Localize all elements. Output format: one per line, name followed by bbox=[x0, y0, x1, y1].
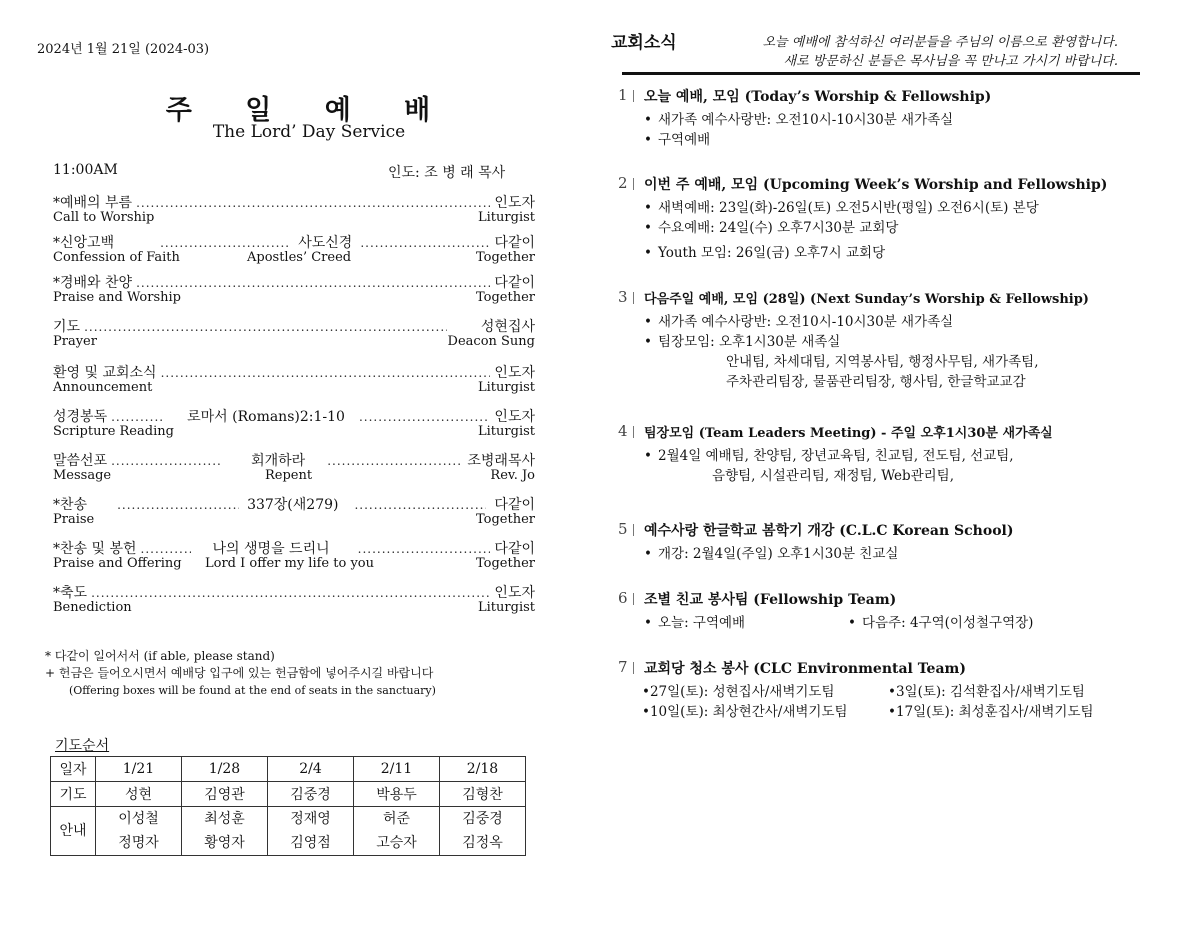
leader-dots bbox=[160, 236, 290, 250]
section-number: 7 bbox=[618, 658, 628, 676]
leader-dots bbox=[111, 410, 163, 424]
order-right: 다같이 bbox=[494, 275, 535, 291]
order-en: Praise bbox=[53, 512, 95, 527]
cell-line: 김중경 bbox=[462, 811, 503, 827]
order-en-right: Liturgist bbox=[478, 380, 535, 395]
list-item: • 다음주: 4구역(이성철구역장) bbox=[848, 615, 1034, 631]
list-item-continued: 주차관리팀장, 물품관리팀장, 행사팀, 한글학교교감 bbox=[726, 374, 1026, 390]
list-item-text: 다음주: 4구역(이성철구역장) bbox=[862, 615, 1034, 631]
list-item: • 개강: 2월4일(주일) 오후1시30분 친교실 bbox=[644, 546, 899, 562]
cell-line: 허준 bbox=[382, 811, 411, 827]
order-en-right: Together bbox=[475, 556, 535, 571]
list-item: • 팀장모임: 오후1시30분 새족실 bbox=[644, 334, 841, 350]
list-item-text: 2월4일 예배팀, 찬양팀, 장년교육팀, 친교팀, 전도팀, 선교팀, bbox=[658, 448, 1014, 464]
order-right: 다같이 bbox=[494, 497, 535, 513]
section-number: 4 bbox=[618, 422, 628, 440]
list-item: •27일(토): 성현집사/새벽기도팀 bbox=[642, 684, 835, 700]
order-en-mid: Apostles’ Creed bbox=[247, 250, 352, 265]
order-en-right: Rev. Jo bbox=[490, 468, 535, 483]
section-number: 2 bbox=[618, 174, 628, 192]
table-header: 안내 bbox=[51, 807, 96, 856]
order-item bbox=[53, 272, 535, 306]
order-item bbox=[53, 316, 535, 350]
table-cell: 김형찬 bbox=[440, 782, 526, 807]
section-title: 예수사랑 한글학교 봄학기 개강 (C.L.C Korean School) bbox=[644, 523, 1014, 539]
divider bbox=[622, 72, 1140, 75]
cell-line: 이성철 bbox=[118, 811, 159, 827]
order-item bbox=[53, 232, 535, 266]
page-title-korean: 주 일 예 배 bbox=[165, 95, 453, 126]
order-en-right: Deacon Sung bbox=[447, 334, 535, 349]
order-mid: 나의 생명을 드리니 bbox=[212, 541, 330, 557]
order-en-mid: Lord I offer my life to you bbox=[205, 556, 374, 571]
list-item: • 수요예배: 24일(수) 오후7시30분 교회당 bbox=[644, 220, 899, 236]
list-item: •10일(토): 최상현간사/새벽기도팀 bbox=[642, 704, 848, 720]
table-cell bbox=[182, 807, 268, 856]
order-item bbox=[53, 582, 535, 616]
order-ko: *찬송 bbox=[53, 497, 88, 513]
order-ko: *찬송 및 봉헌 bbox=[53, 541, 137, 557]
order-ko: 말씀선포 bbox=[53, 453, 108, 469]
list-item-text: 새가족 예수사랑반: 오전10시-10시30분 새가족실 bbox=[658, 112, 954, 128]
section-title: 교회당 청소 봉사 (CLC Environmental Team) bbox=[644, 661, 966, 677]
list-item: • 2월4일 예배팀, 찬양팀, 장년교육팀, 친교팀, 전도팀, 선교팀, bbox=[644, 448, 1014, 464]
order-item bbox=[53, 494, 535, 528]
welcome-line: 오늘 예배에 참석하신 여러분들을 주님의 이름으로 환영합니다. bbox=[762, 35, 1118, 50]
section-title: 오늘 예배, 모임 (Today’s Worship & Fellowship) bbox=[644, 89, 992, 105]
leader-dots bbox=[354, 498, 486, 512]
leader-dots bbox=[136, 276, 490, 290]
order-en-right: Liturgist bbox=[478, 210, 535, 225]
leader-dots bbox=[327, 454, 463, 468]
table-cell: 1/28 bbox=[182, 757, 268, 782]
table-row bbox=[51, 757, 526, 782]
order-ko: 기도 bbox=[53, 319, 81, 335]
table-cell: 성현 bbox=[96, 782, 182, 807]
table-row bbox=[51, 807, 526, 856]
order-right: 인도자 bbox=[494, 409, 535, 425]
leader-dots bbox=[111, 454, 223, 468]
list-item-text: 새가족 예수사랑반: 오전10시-10시30분 새가족실 bbox=[658, 314, 954, 330]
leader-dots bbox=[141, 542, 191, 556]
list-item-text: 오늘: 구역예배 bbox=[658, 615, 746, 631]
list-item: • 새벽예배: 23일(화)-26일(토) 오전5시반(평일) 오전6시(토) 본당 bbox=[644, 200, 1039, 216]
order-ko: 성경봉독 bbox=[53, 409, 108, 425]
table-cell: 2/11 bbox=[354, 757, 440, 782]
news-heading: 교회소식 bbox=[611, 33, 677, 53]
list-item-text: 팀장모임: 오후1시30분 새족실 bbox=[658, 334, 841, 350]
order-right: 인도자 bbox=[494, 195, 535, 211]
table-cell bbox=[440, 807, 526, 856]
leader-dots bbox=[117, 498, 239, 512]
leader-dots bbox=[136, 196, 490, 210]
order-mid: 337장(새279) bbox=[247, 497, 339, 513]
table-cell: 김영관 bbox=[182, 782, 268, 807]
order-en-right: Together bbox=[475, 250, 535, 265]
leader-dots bbox=[358, 542, 491, 556]
section-title: 조별 친교 봉사팀 (Fellowship Team) bbox=[644, 592, 897, 608]
list-item-continued: 음향팀, 시설관리팀, 재정팀, Web관리팀, bbox=[712, 468, 955, 484]
order-ko: 환영 및 교회소식 bbox=[53, 365, 157, 381]
cell-line: 최성훈 bbox=[204, 811, 245, 827]
order-en: Confession of Faith bbox=[53, 250, 180, 265]
list-item-text: 개강: 2월4일(주일) 오후1시30분 친교실 bbox=[658, 546, 899, 562]
cell-line: 정재영 bbox=[290, 811, 331, 827]
order-right: 인도자 bbox=[494, 365, 535, 381]
list-item: •17일(토): 최성훈집사/새벽기도팀 bbox=[888, 704, 1094, 720]
order-right: 인도자 bbox=[494, 585, 535, 601]
order-item bbox=[53, 362, 535, 396]
table-cell: 2/4 bbox=[268, 757, 354, 782]
leader-dots bbox=[359, 410, 490, 424]
section-title: 이번 주 예배, 모임 (Upcoming Week’s Worship and Fellowship) bbox=[644, 177, 1108, 193]
leader-dots bbox=[161, 366, 491, 380]
order-en: Benediction bbox=[53, 600, 132, 615]
list-item: • Youth 모임: 26일(금) 오후7시 교회당 bbox=[644, 245, 886, 261]
section-number: 5 bbox=[618, 520, 628, 538]
section-title: 다음주일 예배, 모임 (28일) (Next Sunday’s Worship & Fellowship) bbox=[644, 292, 1089, 307]
order-right: 다같이 bbox=[494, 541, 535, 557]
table-cell: 1/21 bbox=[96, 757, 182, 782]
prayer-schedule-title: 기도순서 bbox=[55, 738, 110, 754]
order-en-right: Together bbox=[475, 290, 535, 305]
welcome-message bbox=[723, 33, 1118, 71]
service-time: 11:00AM bbox=[53, 162, 118, 178]
note-stand: * 다같이 일어서서 (if able, please stand) bbox=[45, 649, 275, 663]
order-ko: *신앙고백 bbox=[53, 235, 115, 251]
note-offering: + 헌금은 들어오시면서 예배당 입구에 있는 헌금함에 넣어주시길 바랍니다 bbox=[45, 666, 434, 680]
table-row bbox=[51, 782, 526, 807]
list-item: •3일(토): 김석환집사/새벽기도팀 bbox=[888, 684, 1085, 700]
section-title: 팀장모임 (Team Leaders Meeting) - 주일 오후1시30분 새가족실 bbox=[644, 426, 1053, 441]
prayer-schedule-table bbox=[50, 756, 526, 856]
leader-dots bbox=[91, 586, 490, 600]
order-en: Scripture Reading bbox=[53, 424, 174, 439]
service-leader: 인도: 조 병 래 목사 bbox=[388, 165, 506, 181]
order-right: 조병래목사 bbox=[467, 453, 535, 469]
order-mid: 회개하라 bbox=[251, 453, 306, 469]
order-en: Message bbox=[53, 468, 112, 483]
cell-line: 정명자 bbox=[118, 835, 159, 851]
list-item: • 구역예배 bbox=[644, 132, 711, 148]
order-right: 성현집사 bbox=[480, 319, 535, 335]
table-header: 기도 bbox=[51, 782, 96, 807]
table-cell bbox=[96, 807, 182, 856]
table-cell: 2/18 bbox=[440, 757, 526, 782]
list-item-text: 새벽예배: 23일(화)-26일(토) 오전5시반(평일) 오전6시(토) 본당 bbox=[658, 200, 1039, 216]
order-en: Prayer bbox=[53, 334, 97, 349]
order-ko: *예배의 부름 bbox=[53, 195, 133, 211]
order-item bbox=[53, 406, 535, 440]
order-en-right: Liturgist bbox=[478, 600, 535, 615]
table-cell: 김중경 bbox=[268, 782, 354, 807]
order-mid: 사도신경 bbox=[298, 235, 353, 251]
list-item: • 새가족 예수사랑반: 오전10시-10시30분 새가족실 bbox=[644, 112, 954, 128]
order-en-right: Liturgist bbox=[478, 424, 535, 439]
page-title-english: The Lord’ Day Service bbox=[212, 122, 406, 142]
section-number: 6 bbox=[618, 589, 628, 607]
bulletin-right-page bbox=[600, 0, 1200, 929]
cell-line: 김정옥 bbox=[462, 835, 503, 851]
order-en: Praise and Offering bbox=[53, 556, 182, 571]
list-item-text: 수요예배: 24일(수) 오후7시30분 교회당 bbox=[658, 220, 899, 236]
order-right: 다같이 bbox=[494, 235, 536, 251]
order-en-right: Together bbox=[475, 512, 535, 527]
service-date: 2024년 1월 21일 (2024-03) bbox=[37, 42, 210, 57]
order-ko: *경배와 찬양 bbox=[53, 275, 133, 291]
note-offering-en: (Offering boxes will be found at the end of seats in the sanctuary) bbox=[69, 684, 436, 697]
list-item: • 오늘: 구역예배 bbox=[644, 615, 746, 631]
list-item-continued: 안내팀, 차세대팀, 지역봉사팀, 행정사무팀, 새가족팀, bbox=[726, 354, 1039, 370]
notes bbox=[45, 648, 436, 699]
table-cell bbox=[354, 807, 440, 856]
order-en-mid: Repent bbox=[265, 468, 313, 483]
cell-line: 고승자 bbox=[376, 835, 417, 851]
order-item bbox=[53, 450, 535, 484]
welcome-line: 새로 방문하신 분들은 목사님을 꼭 만나고 가시기 바랍니다. bbox=[783, 54, 1118, 69]
list-item: • 새가족 예수사랑반: 오전10시-10시30분 새가족실 bbox=[644, 314, 954, 330]
list-item-text: 구역예배 bbox=[658, 132, 711, 148]
cell-line: 김영점 bbox=[290, 835, 331, 851]
order-ko: *축도 bbox=[53, 585, 88, 601]
order-mid: 로마서 (Romans)2:1-10 bbox=[187, 409, 345, 425]
order-item bbox=[53, 192, 535, 226]
table-header: 일자 bbox=[51, 757, 96, 782]
leader-dots bbox=[84, 320, 447, 334]
section-number: 3 bbox=[618, 288, 628, 306]
order-en: Call to Worship bbox=[53, 210, 155, 225]
table-cell: 박용두 bbox=[354, 782, 440, 807]
table-cell bbox=[268, 807, 354, 856]
cell-line: 황영자 bbox=[204, 835, 245, 851]
order-en: Announcement bbox=[53, 380, 153, 395]
leader-dots bbox=[360, 236, 490, 250]
order-en: Praise and Worship bbox=[53, 290, 181, 305]
section-number: 1 bbox=[618, 86, 628, 104]
list-item-text: Youth 모임: 26일(금) 오후7시 교회당 bbox=[658, 245, 886, 261]
order-item bbox=[53, 538, 535, 572]
